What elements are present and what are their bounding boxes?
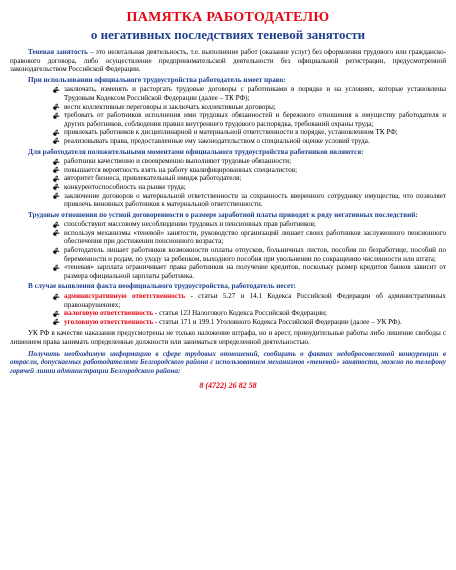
appeal-paragraph: Получить необходимую информацию в сфере трудовых отношений, сообщить о фактах недобросовестной конкуренции в отрасли, допускаемых работодателями Белгородского района с использованием механизмов «теневой» занятости, можно по телефону горячей линии администрации Белгородского района: (10, 349, 446, 375)
hand-pointer-icon (52, 229, 60, 237)
list-item-text: работники качественно и своевременно выполняют трудовые обязанности; (64, 157, 292, 166)
hand-pointer-icon (52, 247, 60, 255)
section4-list (10, 292, 446, 326)
hand-pointer-icon (52, 103, 60, 111)
hand-pointer-icon (52, 183, 60, 191)
liability-label: уголовную ответственность (64, 317, 154, 326)
hand-pointer-icon (52, 310, 60, 318)
page-title: ПАМЯТКА РАБОТОДАТЕЛЮ (126, 10, 330, 25)
hand-pointer-icon (52, 166, 60, 174)
list-item-text: работодатель лишает работников возможности оплаты отпусков, больничных листов, пособия по безработице, пособий по беременности и родам, по уходу за ребенком, выходного пособия при увольнении по сокращению численности или штата; (64, 246, 446, 263)
list-item (64, 128, 446, 137)
hand-pointer-icon (52, 86, 60, 94)
liability-text: - статья 123 Налогового Кодекса Российской Федерации; (153, 309, 327, 318)
list-item (64, 220, 446, 229)
liability-text: - статьи 171 и 199.1 Уголовного Кодекса Российской Федерации (далее – УК РФ). (153, 317, 402, 326)
section1-list (10, 85, 446, 145)
list-item (64, 183, 446, 192)
list-item-text: реализовывать права, предоставленные ему законодательством о специальной оценке условий труда. (64, 136, 370, 145)
list-item-text: привлекать работников к дисциплинарной и материальной ответственности в порядке, установленном ТК РФ; (64, 128, 398, 137)
list-item (64, 157, 446, 166)
liability-item (64, 309, 446, 318)
intro-term: Теневая занятость (28, 48, 88, 56)
hand-pointer-icon (52, 175, 60, 183)
hotline-phone: 8 (4722) 26 82 58 (199, 381, 257, 391)
liability-label: административную ответственность (64, 292, 186, 301)
hand-pointer-icon (52, 293, 60, 301)
hand-pointer-icon (52, 318, 60, 326)
list-item-text: способствуют массовому несоблюдению трудовых и пенсионных прав работников; (64, 220, 316, 229)
hand-pointer-icon (52, 137, 60, 145)
list-item (64, 137, 446, 146)
list-item-text: используя механизмы «теневой» занятости, руководство организаций лишает своих работников заслуженного пенсионного обеспечения при достижении пенсионного возраста; (64, 228, 446, 246)
liability-label: налоговую ответственность (64, 309, 154, 318)
liability-text: - статьи 5.27 и 14.1 Кодекса Российской Федерации об административных правонарушениях; (64, 292, 446, 309)
list-item-text: заключать, изменять и расторгать трудовые договоры с работниками в порядке и на условиях, которые установлены Трудовым Кодексом Российской Федерации (далее – ТК РФ); (64, 85, 446, 102)
list-item-text: заключение договоров о материальной ответственности за сохранность вверенного сотруднику имущества, что позволяет привлечь виновных работников к материальной ответственности. (64, 191, 446, 209)
intro-paragraph (10, 48, 446, 74)
hand-pointer-icon (52, 192, 60, 200)
list-item-text: требовать от работников исполнения ими трудовых обязанностей и бережного отношения к имуществу работодателя и других работников, соблюдения правил внутреннего трудового распорядка, требований охраны труда; (64, 111, 446, 128)
closing-paragraph: УК РФ в качестве наказания предусмотрены не только наложение штрафа, но и арест, принудительные работы либо лишение свободы с лишением права занимать определенные должности или заниматься определенной деятельностью. (10, 329, 446, 346)
section4-heading: В случае выявления факта неофициального трудоустройства, работодатель несет: (28, 282, 297, 291)
hand-pointer-icon (52, 264, 60, 272)
list-item-text: авторитет бизнеса, привлекательный имидж работодателя; (64, 174, 242, 183)
list-item (64, 166, 446, 175)
section3-heading: Трудовые отношения по устной договоренности о размере заработной платы приводят к ряду негативных последствий: (28, 210, 418, 219)
hand-pointer-icon (52, 221, 60, 229)
section1-heading: При использовании официального трудоустройства работодатель имеет право: (28, 75, 286, 84)
list-item (64, 174, 446, 183)
list-item (64, 263, 446, 280)
list-item-text: вести коллективные переговоры и заключать коллективные договоры; (64, 102, 276, 111)
list-item (64, 246, 446, 263)
hand-pointer-icon (52, 129, 60, 137)
list-item (64, 85, 446, 102)
list-item (64, 103, 446, 112)
list-item-text: «теневая» зарплата ограничивает права работников на получение кредитов, поскольку размер кредитов банков зависит от размера официальной зарплаты работника. (64, 263, 446, 280)
section2-heading: Для работодателя положительными моментами официального трудоустройства работников являются: (28, 147, 364, 156)
hand-pointer-icon (52, 158, 60, 166)
section3-list (10, 220, 446, 280)
list-item-text: конкурентоспособность на рынке труда; (64, 182, 186, 191)
liability-item (64, 292, 446, 309)
page-subtitle: о негативных последствиях теневой занятости (90, 27, 366, 42)
list-item (64, 111, 446, 128)
list-item (64, 192, 446, 209)
liability-item (64, 318, 446, 327)
section2-list (10, 157, 446, 209)
hand-pointer-icon (52, 112, 60, 120)
list-item-text: повышается вероятность взять на работу квалифицированных специалистов; (64, 165, 298, 174)
list-item (64, 229, 446, 246)
intro-text: – это нелегальная деятельность, т.е. выполнение работ (оказание услуг) без оформления трудового или гражданско-правового договора, либо осуществление предпринимательской деятельности без официальной регистрации, предусмотренной законодательством Российской Федерации. (10, 48, 446, 74)
